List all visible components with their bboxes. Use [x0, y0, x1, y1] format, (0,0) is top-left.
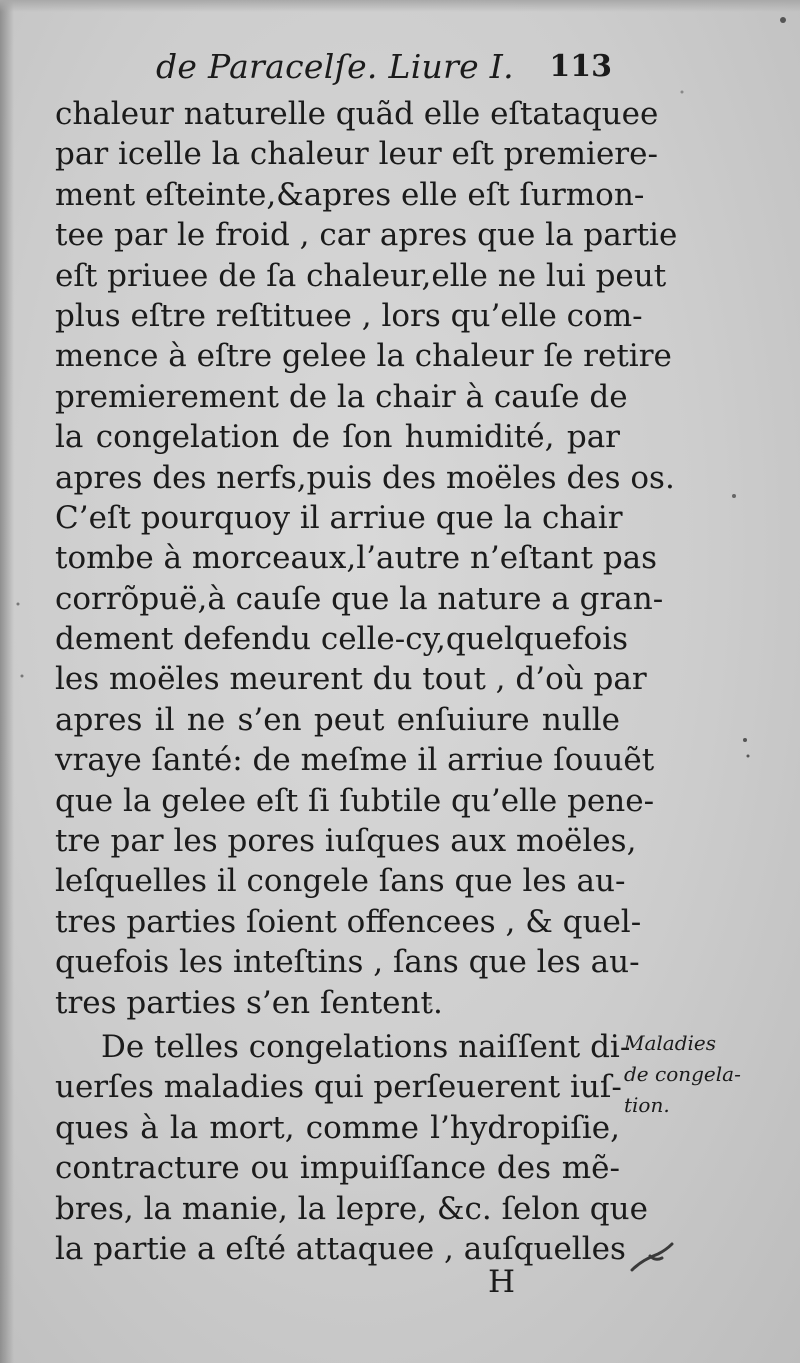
ink-smudge: [628, 1240, 674, 1274]
text-line: la congelation de ſon humidité, par: [55, 419, 620, 456]
text-line: plus eſtre reſtituee , lors qu’elle com-: [55, 297, 643, 334]
marginal-note-line: de congela-: [624, 1062, 741, 1086]
paragraph-line: De telles congelations naiſſent di-: [101, 1028, 631, 1065]
text-line: eſt priuee de ſa chaleur,elle ne lui peut: [55, 257, 667, 294]
text-line: C’eſt pourquoy il arriue que la chair: [55, 499, 623, 536]
body-text: [55, 94, 678, 1269]
marginal-note: [624, 1028, 774, 1121]
text-line: mence à eſtre gelee la chaleur ſe retire: [55, 338, 672, 375]
text-line: quefois les inteſtins , ſans que les au-: [55, 944, 640, 981]
text-line: ment eſteinte,&apres elle eſt ſurmon-: [55, 176, 645, 213]
paragraph-line: ques à la mort, comme l’hydropiſie,: [55, 1109, 620, 1146]
text-line: vraye ſanté: de meſme il arriue ſouuẽt: [55, 742, 655, 779]
paragraph-line: la partie a eſté attaquee , auſquelles: [55, 1230, 626, 1267]
text-line: tres parties ſoient offencees , & quel-: [55, 903, 642, 940]
text-line: les moëles meurent du tout , d’où par: [55, 661, 647, 698]
text-line: par icelle la chaleur leur eſt premiere-: [55, 136, 658, 173]
text-line: que la gelee eſt ſi ſubtile qu’elle pene-: [55, 782, 655, 819]
running-head: de Paracelſe. Liure I.: [156, 47, 514, 86]
signature-mark: H: [488, 1264, 516, 1300]
text-line: tre par les pores iuſques aux moëles,: [55, 823, 637, 860]
page-number: 113: [549, 49, 612, 84]
text-line: tee par le froid , car apres que la partie: [55, 217, 678, 254]
text-line: leſquelles il congele ſans que les au-: [55, 863, 626, 900]
text-line: dement defendu celle-cy,quelquefois: [55, 621, 629, 658]
text-line: apres il ne s’en peut enſuiure nulle: [55, 701, 620, 738]
page-header: [156, 42, 612, 92]
paragraph-line: contracture ou impuiſſance des mẽ-: [55, 1150, 620, 1187]
text-line: tres parties s’en ſentent.: [55, 984, 443, 1021]
text-line: chaleur naturelle quãd elle eſtataquee: [55, 96, 659, 132]
text-line: tombe à morceaux,l’autre n’eſtant pas: [55, 540, 658, 577]
text-line: premierement de la chair à cauſe de: [55, 378, 628, 415]
text-line: apres des nerfs,puis des moëles des os.: [55, 459, 675, 496]
text-line: corrõpuë,à cauſe que la nature a gran-: [55, 580, 664, 617]
marginal-note-line: Maladies: [624, 1031, 717, 1055]
paragraph-line: bres, la manie, la lepre, &c. ſelon que: [55, 1190, 648, 1227]
paragraph-line: uerſes maladies qui perſeuerent iuſ-: [55, 1069, 622, 1106]
marginal-note-line: tion.: [624, 1093, 670, 1117]
